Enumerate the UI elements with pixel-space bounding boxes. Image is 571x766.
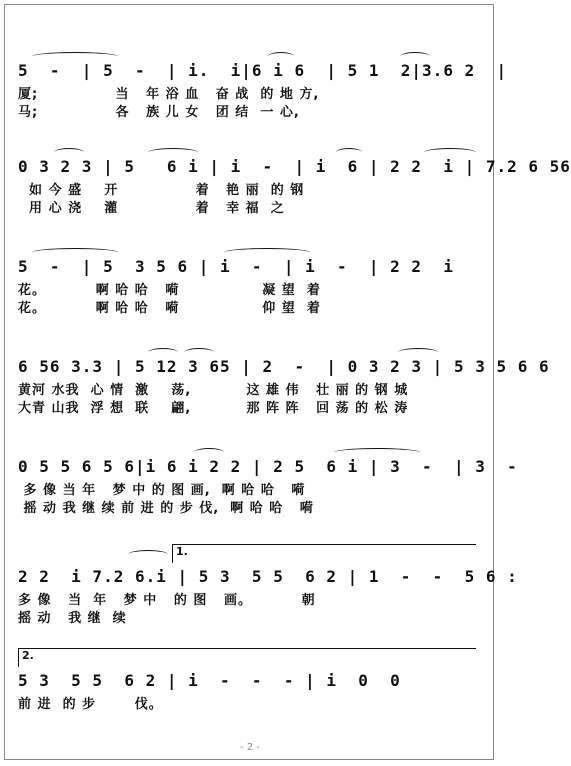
lyric-line-verse-1: 花。 啊 哈 哈 嗬 凝 望 着 [18,283,321,298]
lyric-line-verse-1: 如 今 盛 开 着 艳 丽 的 钢 [18,183,305,198]
slur-arc [128,550,168,559]
lyric-line-verse-1: 多 像 当 年 梦 中 的 图 画, 啊 哈 哈 嗬 [18,483,306,498]
notation-line: 0 3 2 3 | 5 6 i | i - | i 6 | 2 2 i | 7.2 6 56 [18,157,571,176]
notation-line: 6 56 3.3 | 5 12 3 65 | 2 - | 0 3 2 3 | 5 3 5 6 6 [18,357,550,376]
lyric-line-verse-1: 多 像 当 年 梦 中 的 图 画。 朝 [18,593,316,608]
notation-line: 5 - | 5 - | i. i|6 i 6 | 5 1 2|3.6 2 | [18,61,508,80]
lyric-line-verse-1: 厦; 当 年 浴 血 奋 战 的 地 方, [18,87,320,102]
lyric-line-verse-2: 摇 动 我 继 续 前 进 的 步 伐, 啊 哈 哈 嗬 [18,501,314,516]
notation-line: 2 2 i 7.2 6.i | 5 3 5 5 6 2 | 1 - - 5 6 : [18,567,518,586]
lyric-line-verse-2: 用 心 浇 灌 着 幸 福 之 [18,201,285,216]
lyric-line-verse-2: 大青 山我 浮 想 联 翩, 那 阵 阵 回 荡 的 松 涛 [18,401,409,416]
lyric-line-verse-1: 前 进 的 步 伐。 [18,697,163,712]
first-ending-bracket: 1. [172,544,476,563]
notation-line: 5 - | 5 3 5 6 | i - | i - | 2 2 i [18,257,454,276]
lyric-line-verse-2: 花。 啊 哈 哈 嗬 仰 望 着 [18,301,321,316]
notation-line: 0 5 5 6 5 6|i 6 i 2 2 | 2 5 6 i | 3 - | 3 - [18,457,518,476]
page-number: - 2 - [240,742,260,753]
notation-line: 5 3 5 5 6 2 | i - - - | i 0 0 [18,671,401,690]
second-ending-bracket: 2. [18,648,476,667]
lyric-line-verse-2: 马; 各 族 儿 女 团 结 一 心, [18,105,300,120]
lyric-line-verse-2: 摇 动 我 继 续 [18,611,127,626]
lyric-line-verse-1: 黄河 水我 心 情 激 荡, 这 雄 伟 壮 丽 的 钢 城 [18,383,409,398]
